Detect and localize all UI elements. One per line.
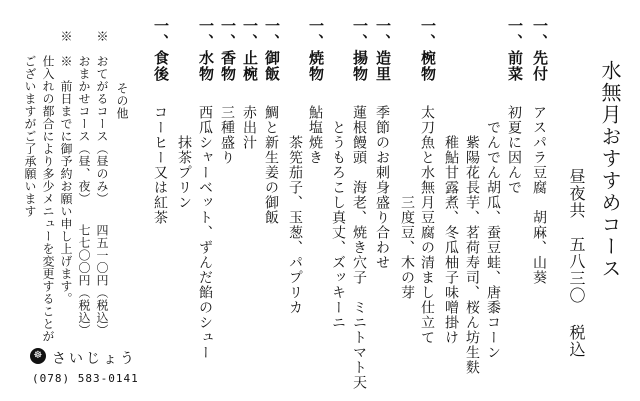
course-heading: 一、御飯 bbox=[263, 18, 281, 82]
course-heading: 一、食後 bbox=[152, 18, 170, 82]
course-line: 西瓜シャーベット、ずんだ餡のシュー bbox=[197, 105, 213, 360]
course-heading: 一、造里 bbox=[374, 18, 392, 82]
restaurant-logo bbox=[30, 348, 170, 366]
restaurant-name: さいじょう bbox=[52, 351, 137, 367]
other-note: おまかせコース（昼、夜） 七七〇〇円（税込） bbox=[77, 30, 91, 337]
course-line: 抹茶プリン bbox=[176, 105, 192, 210]
course-line: とうもろこし真丈、ズッキーニ bbox=[330, 105, 346, 330]
menu-title: 水無月おすすめコース bbox=[598, 60, 622, 280]
course-line: 太刀魚と水無月豆腐の清まし仕立て bbox=[419, 105, 435, 345]
course-line: アスパラ豆腐 胡麻、山葵 bbox=[531, 105, 547, 285]
course-heading: 一、先付 bbox=[531, 18, 549, 82]
course-line: でんでん胡瓜、蚕豆蛙、唐黍コーン bbox=[485, 105, 501, 360]
other-note: 仕入れの都合により多少メニューを変更することが bbox=[41, 30, 55, 343]
course-line: 季節のお刺身盛り合わせ bbox=[374, 105, 390, 270]
course-line: 鮎塩焼き bbox=[307, 105, 323, 165]
course-line: 茶筅茄子、玉葱、パプリカ bbox=[287, 105, 303, 315]
course-heading: 一、焼物 bbox=[307, 18, 325, 82]
course-heading: 一、水物 bbox=[197, 18, 215, 82]
course-heading: 一、椀物 bbox=[419, 18, 437, 82]
course-line: 蓮根饅頭 海老、焼き穴子 ミニトマト天 bbox=[351, 105, 367, 390]
course-heading: 一、揚物 bbox=[351, 18, 369, 82]
course-line: 稚鮎甘露煮、冬瓜柚子味噌掛け bbox=[443, 105, 459, 345]
phone-number: (078) 583-0141 bbox=[32, 372, 139, 385]
other-label: その他 bbox=[115, 82, 129, 120]
course-line: 三度豆、木の芽 bbox=[399, 105, 415, 300]
course-line: 紫陽花長芋、茗荷寿司、桜ん坊生麩 bbox=[464, 105, 480, 375]
other-note: ございますがご了承願います bbox=[23, 30, 37, 218]
course-line: 鯛と新生姜の御飯 bbox=[263, 105, 279, 225]
other-note: ※ おてがるコース（昼のみ） 四五一〇円（税込） bbox=[95, 30, 109, 337]
course-line: 赤出汁 bbox=[241, 105, 257, 150]
logo-mark-icon: ☸ bbox=[30, 348, 46, 364]
course-line: 三種盛り bbox=[219, 105, 235, 165]
price-line: 昼夜共 五八三〇 税込 bbox=[567, 168, 586, 358]
course-heading: 一、香物 bbox=[219, 18, 237, 82]
course-heading: 一、止椀 bbox=[241, 18, 259, 82]
course-line: コーヒー又は紅茶 bbox=[152, 105, 168, 225]
course-line: 初夏に因んで bbox=[506, 105, 522, 195]
other-note: ※ ※ 前日までに御予約お願い申し上げます。 bbox=[59, 30, 73, 305]
course-heading: 一、前菜 bbox=[506, 18, 524, 82]
